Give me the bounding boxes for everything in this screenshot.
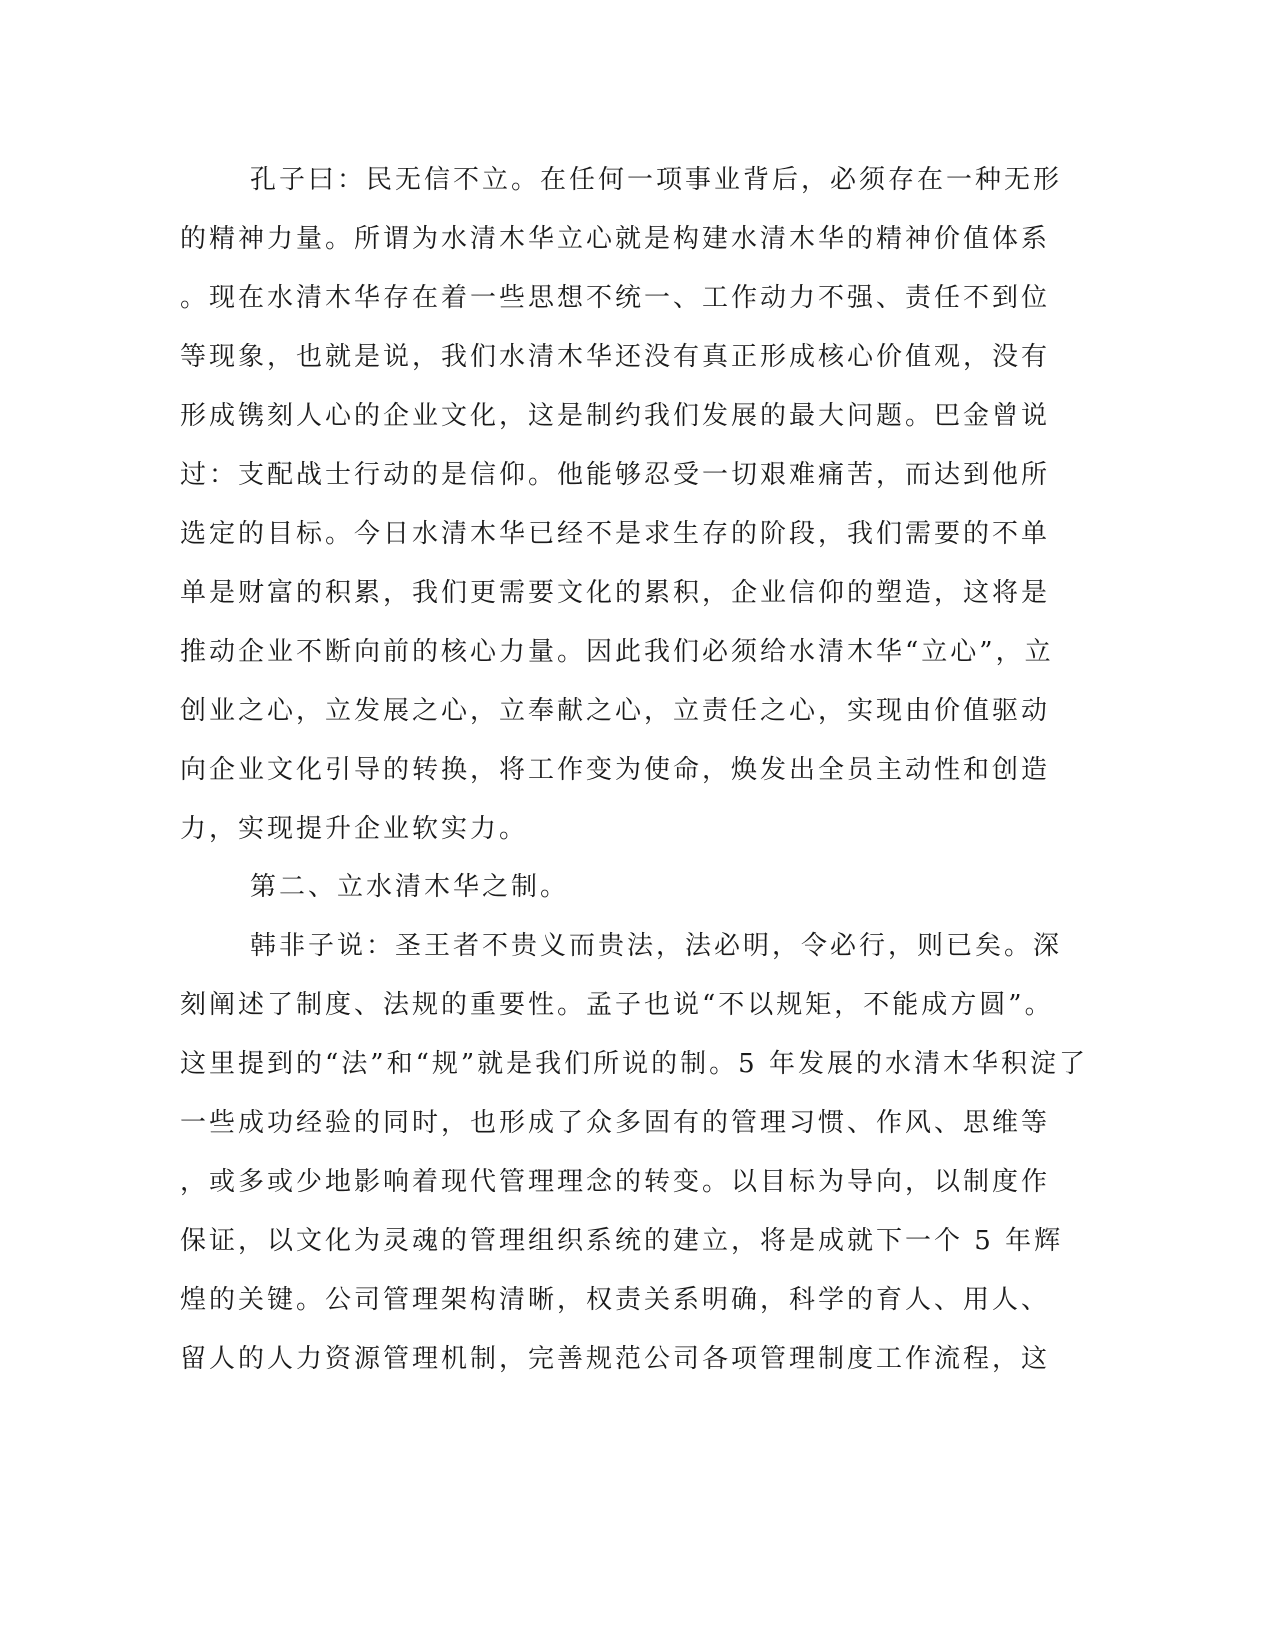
paragraph-line: 一些成功经验的同时，也形成了众多固有的管理习惯、作风、思维等 bbox=[180, 1108, 1051, 1138]
paragraph-line: 创业之心，立发展之心，立奉献之心，立责任之心，实现由价值驱动 bbox=[180, 696, 1051, 726]
paragraph-line: 的精神力量。所谓为水清木华立心就是构建水清木华的精神价值体系 bbox=[180, 224, 1051, 254]
paragraph-line: 向企业文化引导的转换，将工作变为使命，焕发出全员主动性和创造 bbox=[180, 755, 1051, 785]
paragraph-line: 。现在水清木华存在着一些思想不统一、工作动力不强、责任不到位 bbox=[180, 283, 1051, 313]
paragraph-line: 单是财富的积累，我们更需要文化的累积，企业信仰的塑造，这将是 bbox=[180, 578, 1051, 608]
paragraph-line: 过：支配战士行动的是信仰。他能够忍受一切艰难痛苦，而达到他所 bbox=[180, 460, 1051, 490]
paragraph-line: 韩非子说：圣王者不贵义而贵法，法必明，令必行，则已矣。深 bbox=[250, 931, 1063, 961]
paragraph-line: 形成镌刻人心的企业文化，这是制约我们发展的最大问题。巴金曾说 bbox=[180, 401, 1051, 431]
paragraph-line: 留人的人力资源管理机制，完善规范公司各项管理制度工作流程，这 bbox=[180, 1344, 1051, 1374]
paragraph-line: 刻阐述了制度、法规的重要性。孟子也说“不以规矩，不能成方圆”。 bbox=[180, 990, 1054, 1020]
paragraph-line: 等现象，也就是说，我们水清木华还没有真正形成核心价值观，没有 bbox=[180, 342, 1051, 372]
paragraph-line: 保证，以文化为灵魂的管理组织系统的建立，将是成就下一个 5 年辉 bbox=[180, 1226, 1064, 1256]
paragraph-line: 推动企业不断向前的核心力量。因此我们必须给水清木华“立心”，立 bbox=[180, 637, 1054, 667]
paragraph-line: 煌的关键。公司管理架构清晰，权责关系明确，科学的育人、用人、 bbox=[180, 1285, 1051, 1315]
paragraph-line: 选定的目标。今日水清木华已经不是求生存的阶段，我们需要的不单 bbox=[180, 519, 1051, 549]
paragraph-line: 这里提到的“法”和“规”就是我们所说的制。5 年发展的水清木华积淀了 bbox=[180, 1049, 1088, 1079]
paragraph-line: 孔子曰：民无信不立。在任何一项事业背后，必须存在一种无形 bbox=[250, 165, 1063, 195]
paragraph-line: 力，实现提升企业软实力。 bbox=[180, 814, 529, 844]
paragraph-line: ，或多或少地影响着现代管理理念的转变。以目标为导向，以制度作 bbox=[180, 1167, 1051, 1197]
section-heading: 第二、立水清木华之制。 bbox=[250, 872, 570, 902]
